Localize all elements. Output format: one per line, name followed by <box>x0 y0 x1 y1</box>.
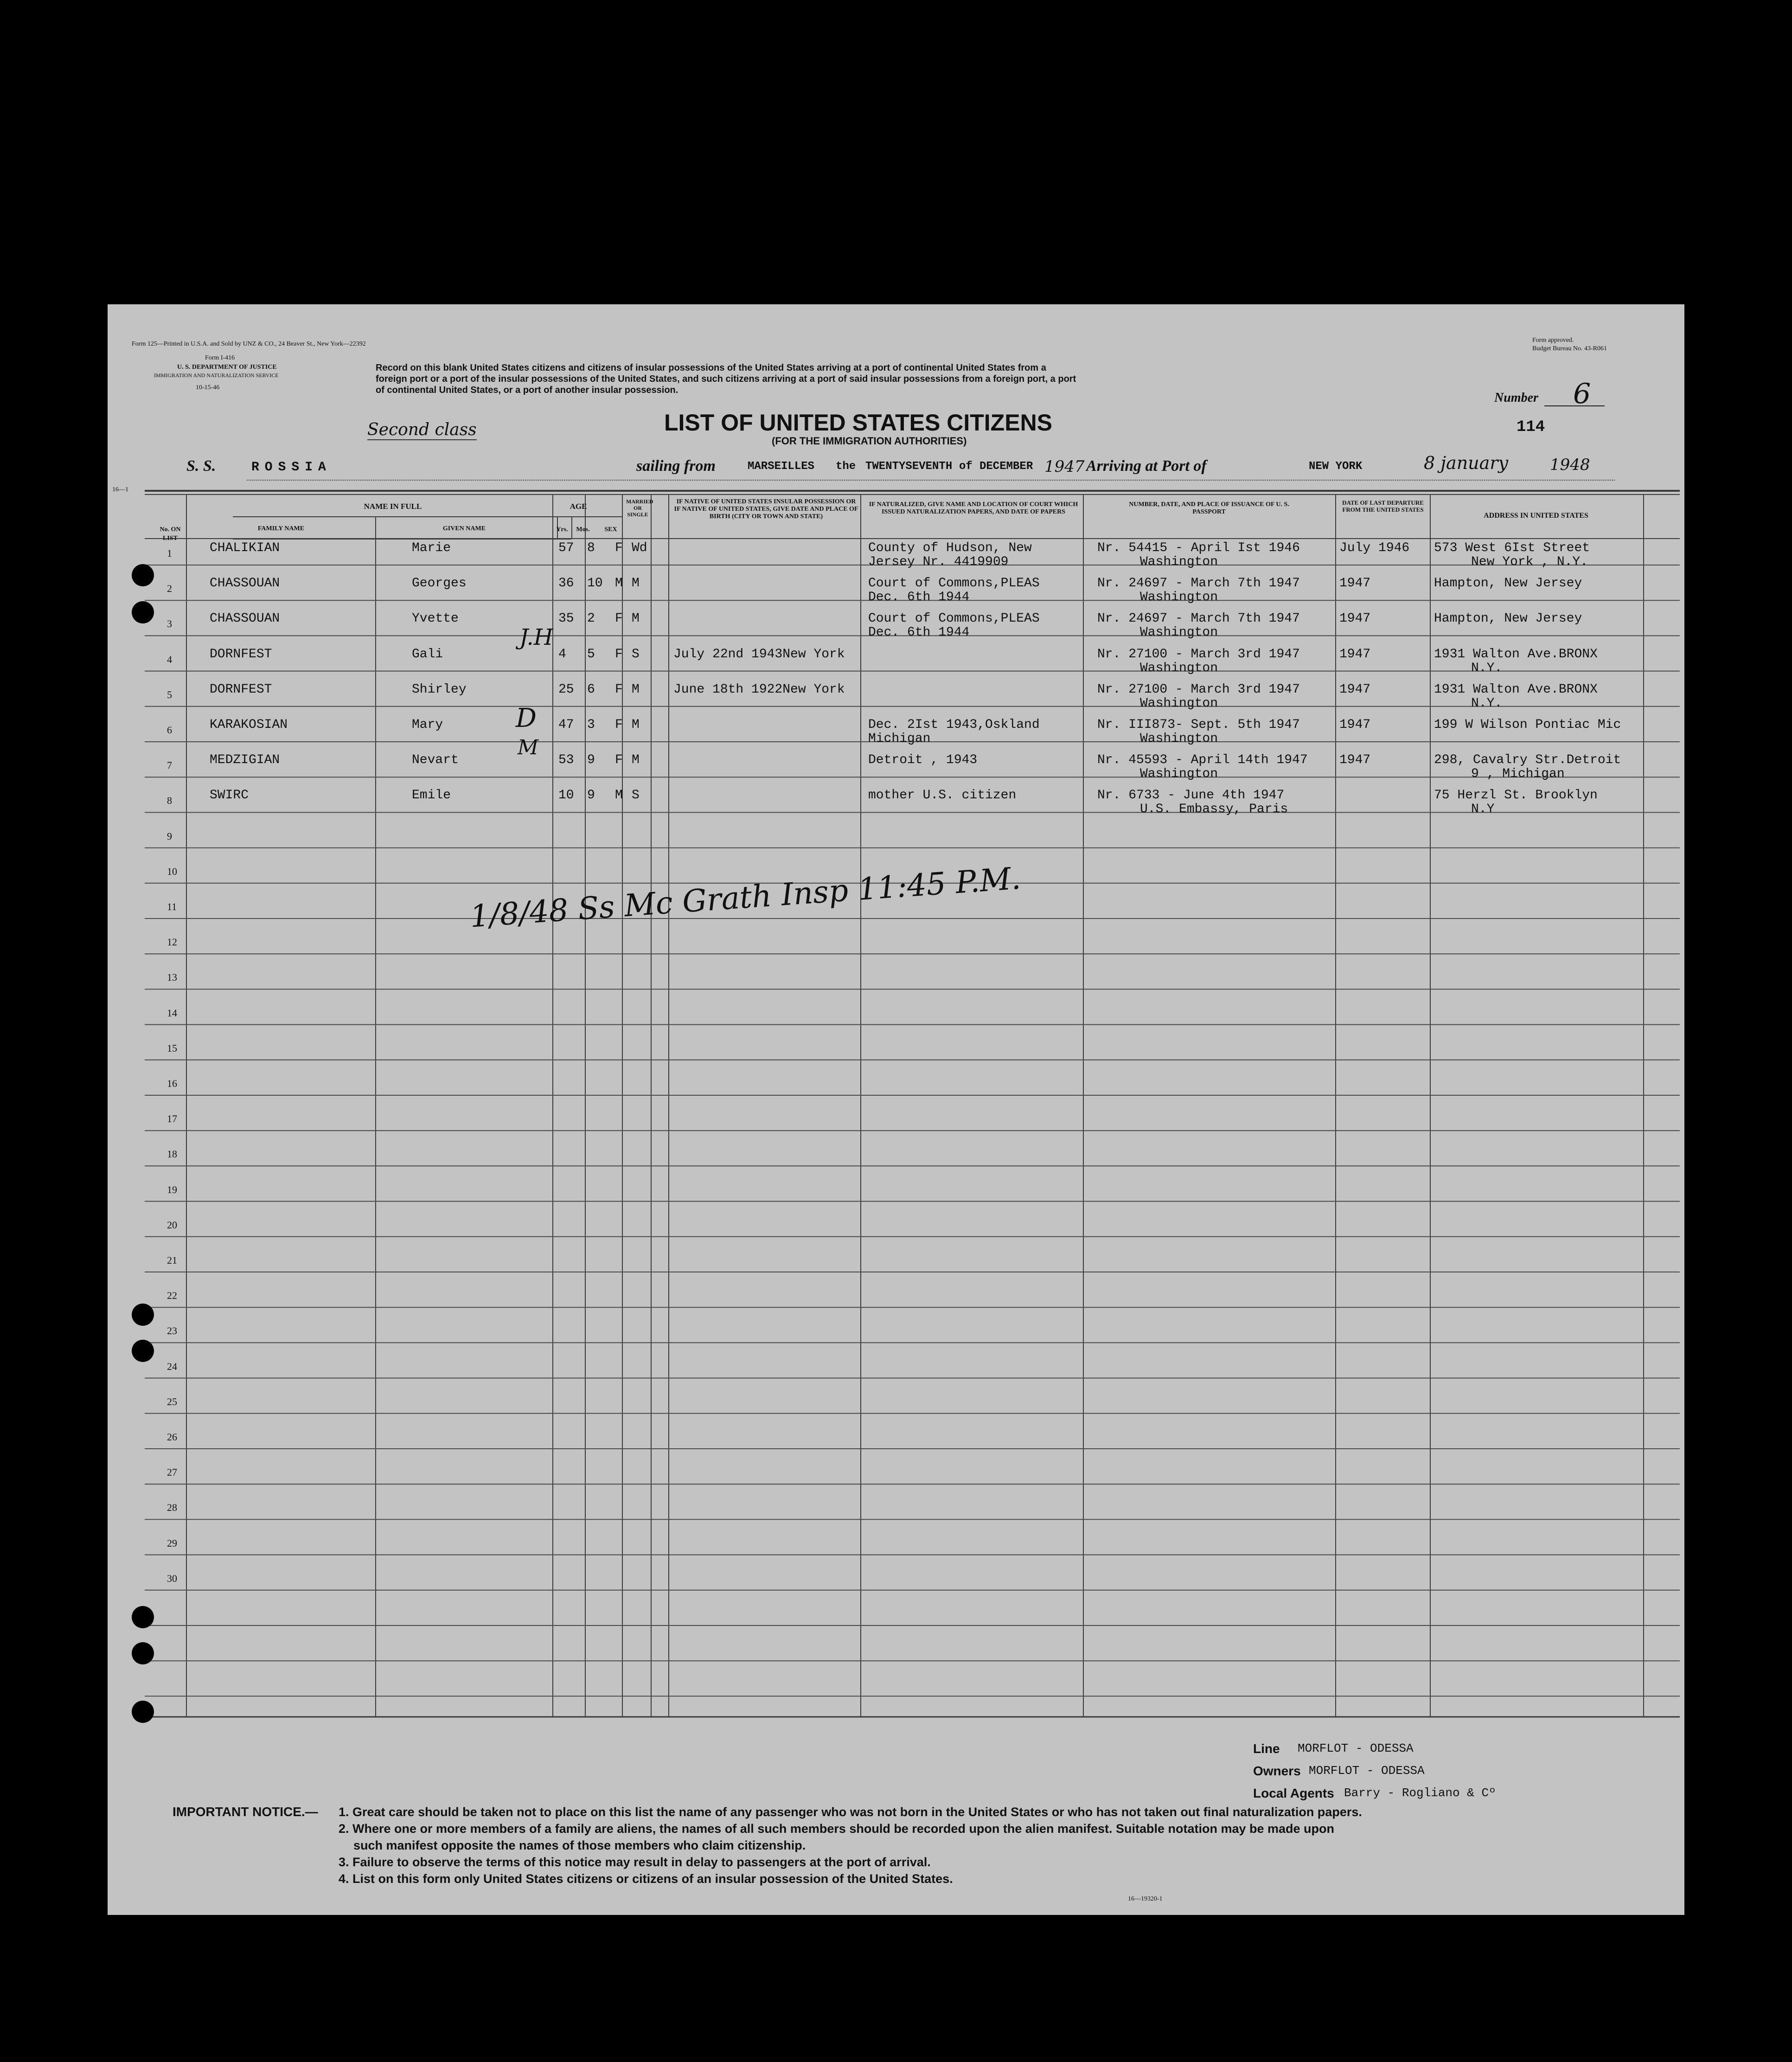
row-number: 30 <box>167 1572 177 1584</box>
instruction-line-1: Record on this blank United States citizens and citizens of insular possessions of the United States arriving at a port of continental United States from a <box>376 363 1046 373</box>
punch-hole <box>132 601 154 623</box>
age-months: 3 <box>587 718 595 732</box>
given-name: Gali <box>412 647 443 662</box>
manifest-page <box>108 304 1684 1915</box>
passport-issue: Nr. 54415 - April Ist 1946 <box>1097 541 1300 555</box>
age-years: 57 <box>558 541 574 555</box>
passport-issue: Nr. III873- Sept. 5th 1947 <box>1097 718 1300 732</box>
sex: F <box>615 682 623 697</box>
row-number: 8 <box>167 795 172 807</box>
owners-label: Owners <box>1253 1764 1301 1778</box>
col-passport: NUMBER, DATE, AND PLACE OF ISSUANCE OF U. S. PASSPORT <box>1129 501 1289 515</box>
number-value: 6 <box>1573 378 1591 410</box>
marital-status: S <box>632 647 640 662</box>
last-departure: 1947 <box>1339 576 1371 591</box>
last-departure: 1947 <box>1339 647 1371 662</box>
sailing-label: sailing from <box>636 457 716 475</box>
marital-status: M <box>632 753 640 768</box>
notice-4: 4. List on this form only United States citizens or citizens of an insular possession of the United States. <box>339 1872 953 1886</box>
last-departure: 1947 <box>1339 718 1371 732</box>
sailing-day: TWENTYSEVENTH <box>865 460 953 473</box>
age-months: 6 <box>587 682 595 697</box>
sex: F <box>615 753 623 768</box>
sex: M <box>615 788 623 803</box>
us-address: 75 Herzl St. Brooklyn <box>1434 788 1598 803</box>
row-number: 18 <box>167 1148 177 1160</box>
sailing-year: 1947 <box>1044 457 1085 476</box>
family-name: CHASSOUAN <box>210 576 280 591</box>
department: U. S. DEPARTMENT OF JUSTICE <box>177 364 277 371</box>
given-name: Nevart <box>412 753 459 768</box>
ship-name: ROSSIA <box>251 460 332 475</box>
age-years: 53 <box>558 753 574 768</box>
line-label: Line <box>1253 1741 1280 1756</box>
instruction-line-3: of continental United States, or a port of another insular possession. <box>376 385 678 395</box>
last-departure: 1947 <box>1339 753 1371 768</box>
family-name: DORNFEST <box>210 647 272 662</box>
family-name: MEDZIGIAN <box>210 753 280 768</box>
naturalization-court: County of Hudson, New <box>868 541 1032 555</box>
punch-hole <box>132 1304 154 1326</box>
age-months: 9 <box>587 788 595 803</box>
agents-value: Barry - Rogliano & Cº <box>1344 1786 1496 1800</box>
row-number: 10 <box>167 865 177 877</box>
class-note: Second class <box>367 420 477 439</box>
notice-2: 2. Where one or more members of a family are aliens, the names of all such members should be recorded upon the alien manifest. Suitable notation may be made upon <box>339 1822 1335 1836</box>
sex: M <box>615 576 623 591</box>
passport-issue: Nr. 24697 - March 7th 1947 <box>1097 576 1300 591</box>
passport-issue: Nr. 27100 - March 3rd 1947 <box>1097 647 1300 662</box>
row-number: 24 <box>167 1360 177 1372</box>
us-address: 298, Cavalry Str.Detroit <box>1434 753 1621 768</box>
inspection-note: 1/8/48 Ss Mc Grath Insp 11:45 P.M. <box>468 860 1022 935</box>
marital-status: M <box>632 718 640 732</box>
form-number: Form I-416 <box>205 354 235 361</box>
us-address: Hampton, New Jersey <box>1434 611 1582 626</box>
passport-place: Washington <box>1140 555 1218 569</box>
passport-place: Washington <box>1140 767 1218 782</box>
initials-d: D <box>516 703 537 733</box>
col-yrs: Yrs. <box>556 526 568 533</box>
given-name: Emile <box>412 788 451 803</box>
sex: F <box>615 541 623 555</box>
page-title: LIST OF UNITED STATES CITIZENS <box>664 410 1053 436</box>
row-number: 4 <box>167 653 172 665</box>
row-number: 3 <box>167 618 172 630</box>
given-name: Georges <box>412 576 467 591</box>
row-number: 20 <box>167 1219 177 1231</box>
marital-status: M <box>632 576 640 591</box>
side-code: 16—1 <box>112 486 128 493</box>
naturalization-detail: Jersey Nr. 4419909 <box>868 555 1009 569</box>
family-name: SWIRC <box>210 788 249 803</box>
row-number: 16 <box>167 1078 177 1089</box>
row-number: 25 <box>167 1395 177 1407</box>
marital-status: M <box>632 682 640 697</box>
age-months: 5 <box>587 647 595 662</box>
sex: F <box>615 611 623 626</box>
row-number: 23 <box>167 1325 177 1337</box>
sex: F <box>615 718 623 732</box>
passport-place: Washington <box>1140 696 1218 711</box>
passport-issue: Nr. 27100 - March 3rd 1947 <box>1097 682 1300 697</box>
col-name-in-full: NAME IN FULL <box>364 502 422 511</box>
age-months: 9 <box>587 753 595 768</box>
agents-label: Local Agents <box>1253 1786 1334 1800</box>
given-name: Yvette <box>412 611 459 626</box>
row-number: 15 <box>167 1042 177 1054</box>
col-given-name: GIVEN NAME <box>442 525 486 532</box>
col-native-birth: IF NATIVE OF UNITED STATES INSULAR POSSESSION OR IF NATIVE OF UNITED STATES, GIVE DATE AND PLACE OF BIRTH (CITY OR TOWN AND STATE) <box>674 498 858 520</box>
naturalization-court: Court of Commons,PLEAS <box>868 611 1040 626</box>
row-number: 26 <box>167 1431 177 1443</box>
notice-3: 3. Failure to observe the terms of this notice may result in delay to passengers at the port of arrival. <box>339 1855 931 1869</box>
passport-place: U.S. Embassy, Paris <box>1140 802 1288 817</box>
service: IMMIGRATION AND NATURALIZATION SERVICE <box>154 372 279 379</box>
us-address: 199 W Wilson Pontiac Mic <box>1434 718 1621 732</box>
number-label: Number <box>1494 391 1538 405</box>
row-number: 11 <box>167 901 177 912</box>
page-subtitle: (FOR THE IMMIGRATION AUTHORITIES) <box>772 435 967 447</box>
punch-hole <box>132 1701 154 1723</box>
col-family-name: FAMILY NAME <box>257 525 305 532</box>
us-address-line-2: N.Y. <box>1471 696 1503 711</box>
naturalization-court: Court of Commons,PLEAS <box>868 576 1040 591</box>
marital-status: Wd <box>632 541 647 555</box>
punch-hole <box>132 1642 154 1664</box>
family-name: DORNFEST <box>210 682 272 697</box>
line-value: MORFLOT - ODESSA <box>1298 1741 1414 1755</box>
from-port: MARSEILLES <box>748 460 815 473</box>
notice-1: 1. Great care should be taken not to place on this list the name of any passenger who was not born in the United States or who has not taken out final naturalization papers. <box>339 1805 1362 1819</box>
sailing-month: DECEMBER <box>979 460 1033 473</box>
us-address: 573 West 6Ist Street <box>1434 541 1590 555</box>
row-number: 7 <box>167 759 172 771</box>
col-address: ADDRESS IN UNITED STATES <box>1484 512 1588 520</box>
naturalization-detail: Dec. 6th 1944 <box>868 625 970 640</box>
passport-place: Washington <box>1140 590 1218 605</box>
marital-status: M <box>632 611 640 626</box>
family-name: KARAKOSIAN <box>210 718 288 732</box>
col-naturalized: IF NATURALIZED, GIVE NAME AND LOCATION OF COURT WHICH ISSUED NATURALIZATION PAPERS, AND DATE OF PAPERS <box>869 501 1078 515</box>
sex: F <box>615 647 623 662</box>
passport-issue: Nr. 45593 - April 14th 1947 <box>1097 753 1308 768</box>
us-address-line-2: New York , N.Y. <box>1471 555 1588 569</box>
ss-label: S. S. <box>186 457 216 475</box>
us-address: 1931 Walton Ave.BRONX <box>1434 647 1598 662</box>
last-departure: 1947 <box>1339 611 1371 626</box>
owners-value: MORFLOT - ODESSA <box>1309 1764 1425 1778</box>
of-label: of <box>959 460 973 473</box>
row-number: 5 <box>167 688 172 700</box>
last-departure: July 1946 <box>1339 541 1410 555</box>
naturalization-detail: Dec. 6th 1944 <box>868 590 970 605</box>
us-address: Hampton, New Jersey <box>1434 576 1582 591</box>
marital-status: S <box>632 788 640 803</box>
form-approved: Form approved. <box>1532 337 1574 344</box>
age-months: 10 <box>587 576 603 591</box>
notice-2-cont: such manifest opposite the names of those members who claim citizenship. <box>353 1838 806 1852</box>
arrival-year: 1948 <box>1550 456 1590 474</box>
given-name: Shirley <box>412 682 467 697</box>
row-number: 19 <box>167 1183 177 1195</box>
row-number: 13 <box>167 971 177 983</box>
naturalization-detail: Michigan <box>868 732 931 746</box>
row-number: 27 <box>167 1466 177 1478</box>
row-number: 2 <box>167 583 172 595</box>
passport-issue: Nr. 6733 - June 4th 1947 <box>1097 788 1285 803</box>
row-number: 6 <box>167 724 172 736</box>
age-years: 10 <box>558 788 574 803</box>
family-name: CHALIKIAN <box>210 541 280 555</box>
given-name: Marie <box>412 541 451 555</box>
family-name: CHASSOUAN <box>210 611 280 626</box>
col-married-single: MARRIED OR SINGLE <box>626 498 653 518</box>
col-no-on-list: No. ON LIST <box>160 526 181 542</box>
passport-place: Washington <box>1140 732 1218 746</box>
birth-place: June 18th 1922New York <box>673 682 845 697</box>
age-months: 8 <box>587 541 595 555</box>
initials-jh: J.H <box>519 624 553 650</box>
row-number: 21 <box>167 1254 177 1266</box>
the-label: the <box>836 460 856 473</box>
age-months: 2 <box>587 611 595 626</box>
col-mos: Mos. <box>576 526 590 533</box>
printer-line: Form 125—Printed in U.S.A. and Sold by UNZ & CO., 24 Beaver St., New York—22392 <box>132 340 366 347</box>
notice-title: IMPORTANT NOTICE.— <box>173 1805 318 1819</box>
passport-issue: Nr. 24697 - March 7th 1947 <box>1097 611 1300 626</box>
last-departure: 1947 <box>1339 682 1371 697</box>
naturalization-court: mother U.S. citizen <box>868 788 1017 803</box>
age-years: 35 <box>558 611 574 626</box>
passport-place: Washington <box>1140 625 1218 640</box>
initials-m: M <box>518 736 539 759</box>
row-number: 28 <box>167 1502 177 1514</box>
age-years: 47 <box>558 718 574 732</box>
budget-bureau: Budget Bureau No. 43-R061 <box>1532 345 1607 352</box>
age-years: 36 <box>558 576 574 591</box>
passport-place: Washington <box>1140 661 1218 675</box>
punch-hole <box>132 564 154 586</box>
punch-hole <box>132 1340 154 1362</box>
col-age: AGE <box>570 502 587 511</box>
arriving-label: Arriving at Port of <box>1086 457 1207 475</box>
given-name: Mary <box>412 718 443 732</box>
row-number: 29 <box>167 1537 177 1549</box>
row-number: 17 <box>167 1113 177 1125</box>
naturalization-court: Detroit , 1943 <box>868 753 978 768</box>
row-number: 1 <box>167 547 172 559</box>
us-address-line-2: 9 , Michigan <box>1471 767 1565 782</box>
form-date: 10-15-46 <box>196 384 220 391</box>
bottom-code: 16—19320-1 <box>1128 1895 1163 1902</box>
arrival-port: NEW YORK <box>1309 460 1363 473</box>
birth-place: July 22nd 1943New York <box>673 647 845 662</box>
punch-hole <box>132 1606 154 1628</box>
age-years: 25 <box>558 682 574 697</box>
arrival-date: 8 january <box>1424 453 1508 473</box>
row-number: 9 <box>167 830 172 842</box>
stamp-number: 114 <box>1517 418 1545 436</box>
instruction-line-2: foreign port or a port of the insular possessions of the United States, and such citizens arriving at a port of said insular possessions from a foreign port, a port <box>376 374 1076 384</box>
col-last-departure: DATE OF LAST DEPARTURE FROM THE UNITED STATES <box>1342 499 1424 513</box>
row-number: 22 <box>167 1290 177 1302</box>
age-years: 4 <box>558 647 566 662</box>
row-number: 14 <box>167 1007 177 1019</box>
row-number: 12 <box>167 936 177 948</box>
us-address-line-2: N.Y <box>1471 802 1495 817</box>
us-address: 1931 Walton Ave.BRONX <box>1434 682 1598 697</box>
us-address-line-2: N.Y. <box>1471 661 1503 675</box>
naturalization-court: Dec. 2Ist 1943,Oskland <box>868 718 1040 732</box>
col-sex: SEX <box>604 526 617 533</box>
